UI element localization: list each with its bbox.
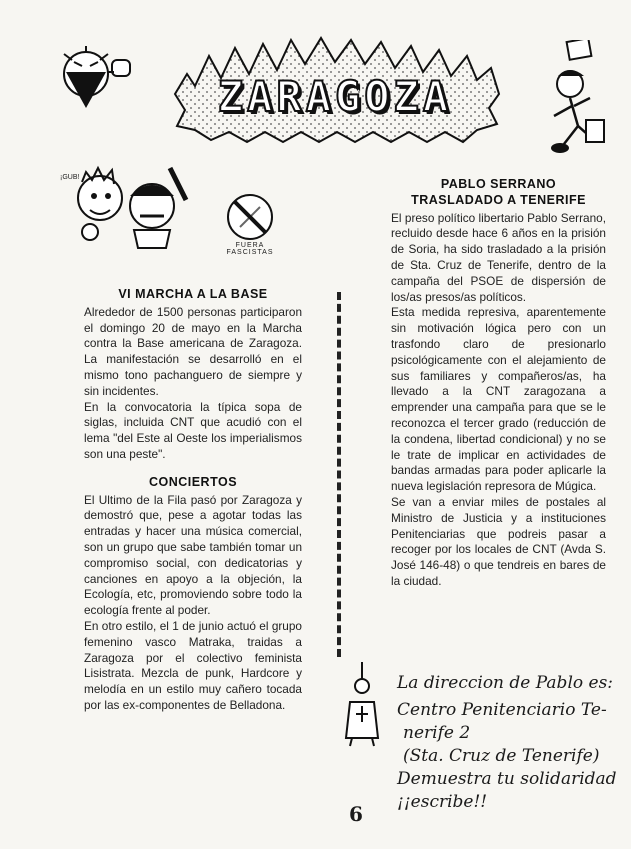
column-divider bbox=[337, 292, 341, 657]
article-paragraph: El preso político libertario Pablo Serrano, recluido desde hace 6 años en la prisión de Soria, ha sido trasladado a la prisión de Sta. Cruz de Tenerife, dentro de la campaña del PSOE de dispersión de los/as presos/as políticos. bbox=[391, 210, 606, 304]
anti-fascist-badge bbox=[213, 180, 287, 254]
handwritten-line: nerife 2 bbox=[403, 723, 471, 743]
handwritten-line: La direccion de Pablo es: bbox=[397, 673, 614, 693]
article-heading-conciertos: CONCIERTOS bbox=[148, 474, 238, 489]
cartoon-figures bbox=[60, 160, 190, 250]
banner-title: ZARAGOZA bbox=[217, 72, 453, 121]
article-paragraph: En la convocatoria la típica sopa de siglas, incluida CNT que acudió con el lema "del Este al Oeste los imperialismos son una peste". bbox=[84, 399, 302, 461]
article-paragraph: El Ultimo de la Fila pasó por Zaragoza y demostró que, pese a agotar todas las entradas y hacer una música comercial, son un grupo que sabe también tomar un compromiso social, con dedicatorias y canciones en apoyo a la objeción, la Ecología, etc, promoviendo sobre todo la ecología frente al poder. bbox=[84, 492, 302, 618]
handwritten-note bbox=[397, 672, 627, 814]
cartoon-speech: ¡GUB! bbox=[60, 174, 80, 181]
article-paragraph: Se van a enviar miles de postales al Ministro de Justicia y a instituciones Penitenciarias que podreis pasar a recoger por los locales de CNT (Avda S. José 146-48) o que tendreis en bares de la ciudad. bbox=[391, 494, 606, 588]
hanged-figure-icon bbox=[342, 662, 386, 748]
cartoon-faces-icon bbox=[60, 160, 190, 250]
article-heading-pablo: PABLO SERRANO bbox=[440, 177, 557, 191]
article-paragraph: Esta medida represiva, aparentemente sin motivación lógica pero con un trasfondo claro de presionarlo psicológicamente con el alejamiento de sus familiares y compañeros/as, ha llevado a la CNT zaragozana a emprender una campaña para que se le reconozca el tercer grado (reducción de la condena, libertad condicional) y no se le trate de implicar en actividades de bandas armadas para poder aplicarle la nueva legislación represora de Múgica. bbox=[391, 305, 606, 494]
handwritten-line: Centro Penitenciario Te- bbox=[397, 700, 607, 720]
title-banner bbox=[165, 34, 505, 146]
badge-ring-text: FUERA FASCISTAS bbox=[226, 242, 274, 256]
article-heading-marcha: VI MARCHA A LA BASE bbox=[118, 287, 268, 301]
handwritten-line: ¡¡escribe!! bbox=[397, 792, 488, 812]
article-paragraph: Alrededor de 1500 personas participaron el domingo 20 de mayo en la Marcha contra la Base americana de Zaragoza. La manifestación se desarrolló en el mismo tono pachanguero de siempre y sin incidentes. bbox=[84, 304, 302, 398]
running-figure-cartoon-icon bbox=[540, 40, 612, 158]
right-column bbox=[391, 177, 606, 590]
page-number: 6 bbox=[349, 802, 363, 826]
handwritten-line: Demuestra tu solidaridad bbox=[397, 769, 617, 789]
left-column bbox=[84, 287, 302, 714]
article-subheading-pablo: TRASLADADO A TENERIFE bbox=[411, 192, 586, 207]
masked-fist-cartoon-icon bbox=[52, 42, 134, 114]
handwritten-line: (Sta. Cruz de Tenerife) bbox=[403, 746, 600, 766]
article-paragraph: En otro estilo, el 1 de junio actuó el grupo femenino vasco Matraka, traidas a Zaragoza por el colectivo feminista Lisistrata. Mezcla de punk, Hardcore y melodía en un estilo muy cañero tocada por las ex-componentes de Belladona. bbox=[84, 618, 302, 712]
